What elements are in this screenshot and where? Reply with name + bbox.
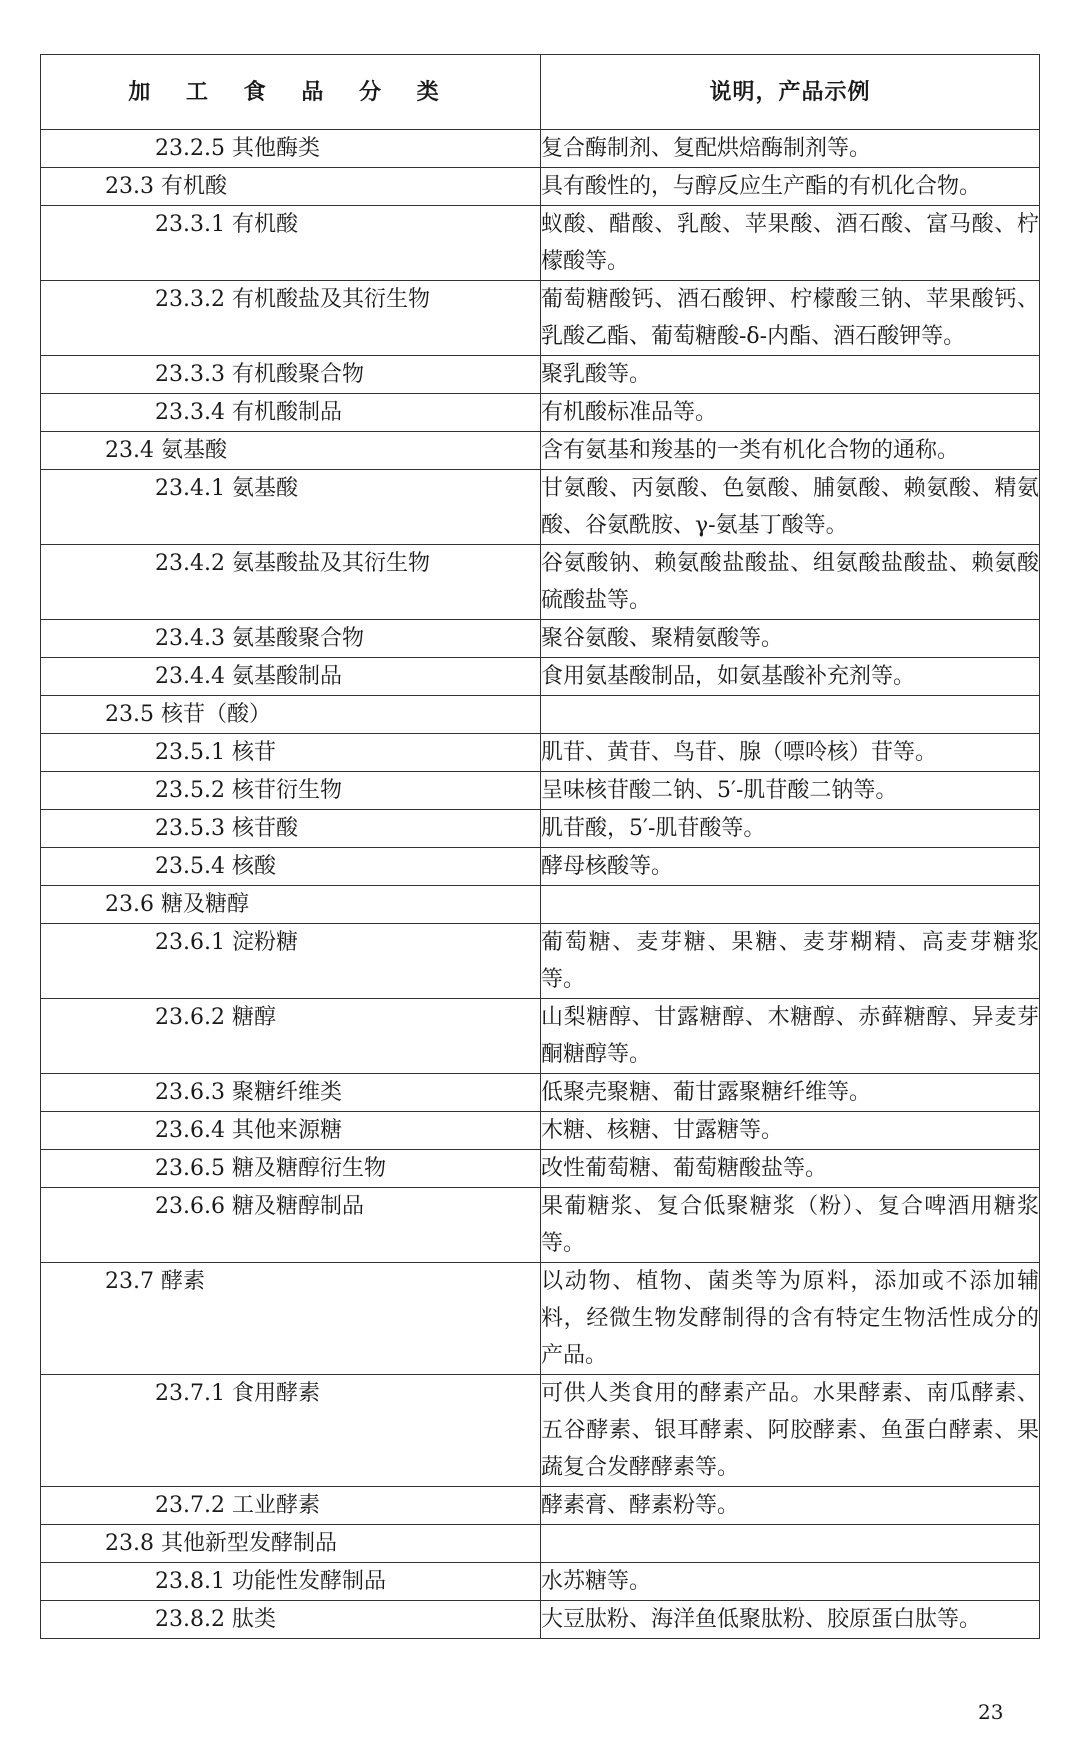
category-cell: 23.6.6 糖及糖醇制品 [41,1188,541,1263]
category-cell: 23.5 核苷（酸） [41,696,541,734]
description-cell: 聚乳酸等。 [541,356,1040,394]
description-cell: 食用氨基酸制品，如氨基酸补充剂等。 [541,658,1040,696]
table-row [41,1074,1040,1112]
category-cell: 23.8.1 功能性发酵制品 [41,1563,541,1601]
description-cell: 葡萄糖、麦芽糖、果糖、麦芽糊精、高麦芽糖浆等。 [541,924,1040,999]
description-cell: 大豆肽粉、海洋鱼低聚肽粉、胶原蛋白肽等。 [541,1601,1040,1639]
table-row [41,470,1040,545]
description-cell: 肌苷酸，5′-肌苷酸等。 [541,810,1040,848]
description-cell: 酵素膏、酵素粉等。 [541,1487,1040,1525]
description-cell [541,696,1040,734]
table-row [41,1563,1040,1601]
description-cell: 呈味核苷酸二钠、5′-肌苷酸二钠等。 [541,772,1040,810]
table-body [41,130,1040,1639]
category-cell: 23.6 糖及糖醇 [41,886,541,924]
description-cell: 可供人类食用的酵素产品。水果酵素、南瓜酵素、五谷酵素、银耳酵素、阿胶酵素、鱼蛋白酵素、果蔬复合发酵酵素等。 [541,1375,1040,1487]
table-row [41,545,1040,620]
category-cell: 23.5.3 核苷酸 [41,810,541,848]
category-cell: 23.3.3 有机酸聚合物 [41,356,541,394]
page-number: 23 [978,1700,1004,1724]
description-cell: 水苏糖等。 [541,1563,1040,1601]
category-cell: 23.7.1 食用酵素 [41,1375,541,1487]
table-row [41,1188,1040,1263]
description-cell: 改性葡萄糖、葡萄糖酸盐等。 [541,1150,1040,1188]
description-cell: 蚁酸、醋酸、乳酸、苹果酸、酒石酸、富马酸、柠檬酸等。 [541,206,1040,281]
table-row [41,281,1040,356]
description-cell: 以动物、植物、菌类等为原料，添加或不添加辅料，经微生物发酵制得的含有特定生物活性成分的产品。 [541,1263,1040,1375]
table-row [41,394,1040,432]
description-cell: 果葡糖浆、复合低聚糖浆（粉）、复合啤酒用糖浆等。 [541,1188,1040,1263]
description-cell: 木糖、核糖、甘露糖等。 [541,1112,1040,1150]
table-row [41,810,1040,848]
table-row [41,772,1040,810]
table-row [41,1525,1040,1563]
description-cell: 甘氨酸、丙氨酸、色氨酸、脯氨酸、赖氨酸、精氨酸、谷氨酰胺、γ-氨基丁酸等。 [541,470,1040,545]
description-cell: 有机酸标准品等。 [541,394,1040,432]
category-cell: 23.3 有机酸 [41,168,541,206]
description-cell: 复合酶制剂、复配烘焙酶制剂等。 [541,130,1040,168]
category-cell: 23.8.2 肽类 [41,1601,541,1639]
table-row [41,130,1040,168]
description-cell [541,1525,1040,1563]
description-cell: 葡萄糖酸钙、酒石酸钾、柠檬酸三钠、苹果酸钙、乳酸乙酯、葡萄糖酸-δ-内酯、酒石酸钾等。 [541,281,1040,356]
table-row [41,1487,1040,1525]
category-cell: 23.7 酵素 [41,1263,541,1375]
category-cell: 23.6.1 淀粉糖 [41,924,541,999]
table-row [41,1601,1040,1639]
category-cell: 23.3.2 有机酸盐及其衍生物 [41,281,541,356]
description-cell: 谷氨酸钠、赖氨酸盐酸盐、组氨酸盐酸盐、赖氨酸硫酸盐等。 [541,545,1040,620]
description-cell: 酵母核酸等。 [541,848,1040,886]
description-cell: 山梨糖醇、甘露糖醇、木糖醇、赤藓糖醇、异麦芽酮糖醇等。 [541,999,1040,1074]
category-cell: 23.4.1 氨基酸 [41,470,541,545]
table-row [41,696,1040,734]
category-cell: 23.4.3 氨基酸聚合物 [41,620,541,658]
header-category: 加 工 食 品 分 类 [41,55,541,130]
table-row [41,658,1040,696]
category-cell: 23.7.2 工业酵素 [41,1487,541,1525]
category-cell: 23.6.2 糖醇 [41,999,541,1074]
table-row [41,924,1040,999]
category-cell: 23.6.3 聚糖纤维类 [41,1074,541,1112]
table-row [41,206,1040,281]
table-row [41,734,1040,772]
category-cell: 23.3.1 有机酸 [41,206,541,281]
table-header-row [41,55,1040,130]
header-description: 说明，产品示例 [541,55,1040,130]
table-row [41,1150,1040,1188]
description-cell [541,886,1040,924]
table-row [41,1263,1040,1375]
table-row [41,999,1040,1074]
table-row [41,886,1040,924]
category-cell: 23.4.4 氨基酸制品 [41,658,541,696]
table-row [41,1112,1040,1150]
category-cell: 23.5.2 核苷衍生物 [41,772,541,810]
description-cell: 肌苷、黄苷、鸟苷、腺（嘌呤核）苷等。 [541,734,1040,772]
food-classification-table [40,54,1040,1639]
category-cell: 23.8 其他新型发酵制品 [41,1525,541,1563]
description-cell: 具有酸性的，与醇反应生产酯的有机化合物。 [541,168,1040,206]
category-cell: 23.3.4 有机酸制品 [41,394,541,432]
category-cell: 23.5.1 核苷 [41,734,541,772]
table-row [41,168,1040,206]
category-cell: 23.6.4 其他来源糖 [41,1112,541,1150]
description-cell: 低聚壳聚糖、葡甘露聚糖纤维等。 [541,1074,1040,1112]
table-row [41,620,1040,658]
category-cell: 23.5.4 核酸 [41,848,541,886]
description-cell: 含有氨基和羧基的一类有机化合物的通称。 [541,432,1040,470]
description-cell: 聚谷氨酸、聚精氨酸等。 [541,620,1040,658]
table-row [41,356,1040,394]
table-row [41,432,1040,470]
category-cell: 23.6.5 糖及糖醇衍生物 [41,1150,541,1188]
category-cell: 23.4.2 氨基酸盐及其衍生物 [41,545,541,620]
category-cell: 23.2.5 其他酶类 [41,130,541,168]
table-row [41,1375,1040,1487]
table-row [41,848,1040,886]
category-cell: 23.4 氨基酸 [41,432,541,470]
